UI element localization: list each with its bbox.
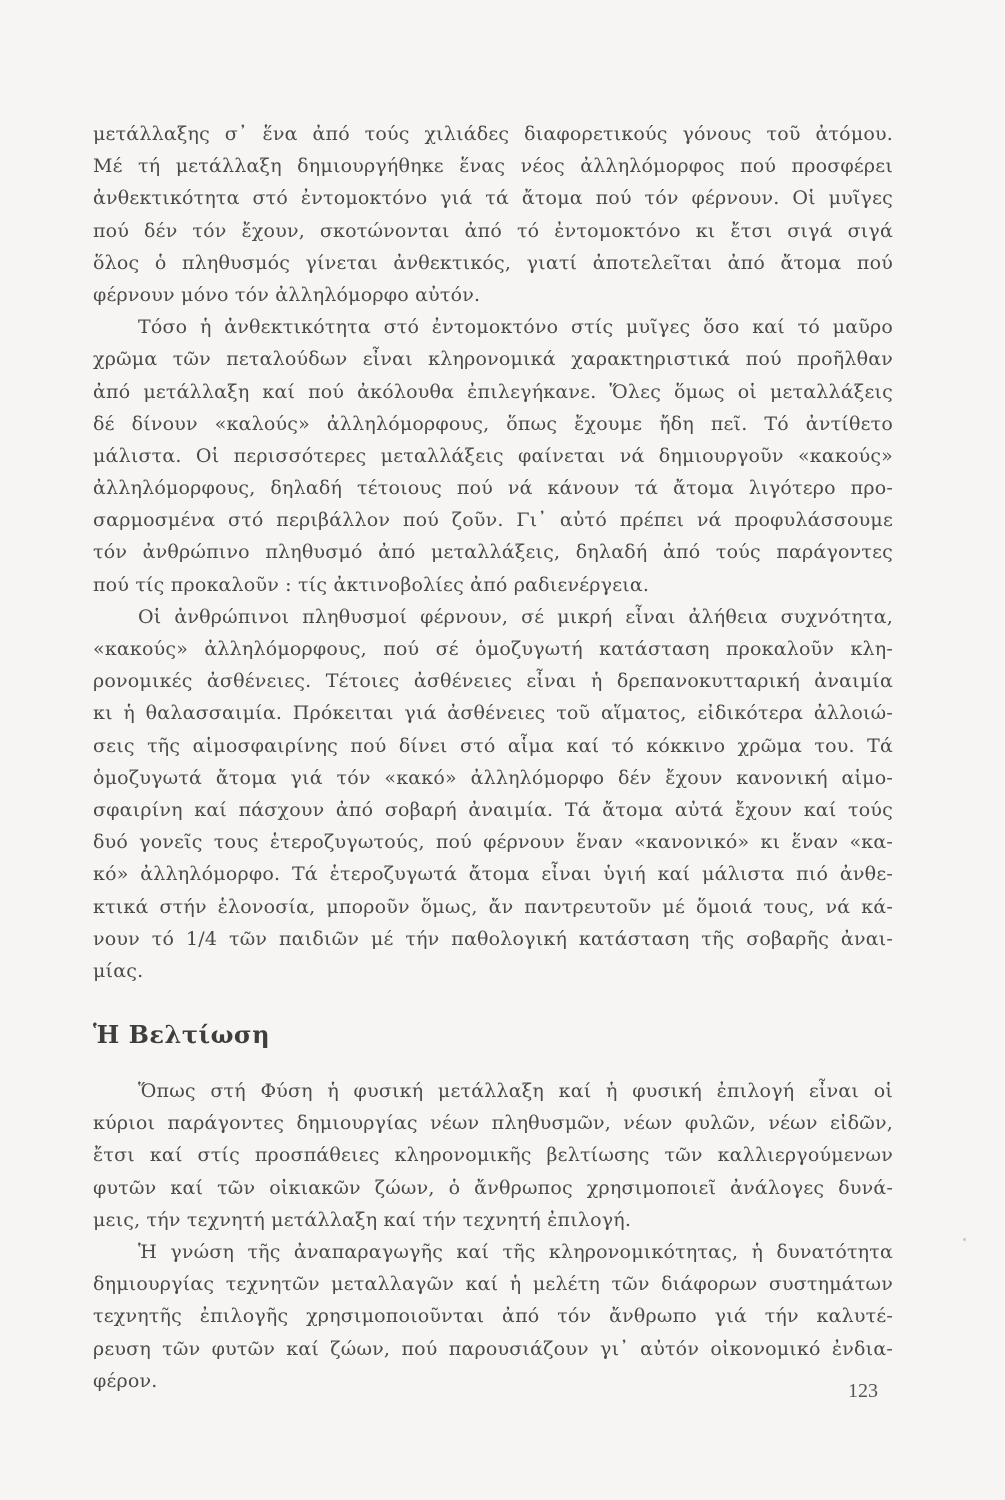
text-line: σφαιρίνη καί πάσχουν ἀπό σοβαρή ἀναιμία. Τά ἄτομα αὐτά ἔχουν καί τούς <box>93 798 893 821</box>
text-line: κι ἡ θαλασσαιμία. Πρόκειται γιά ἀσθένειες τοῦ αἵματος, εἰδικότερα ἀλλοιώ- <box>93 702 893 725</box>
paragraph <box>93 311 893 601</box>
text-line: ἀνθεκτικότητα στό ἐντομοκτόνο γιά τά ἄτομα πού τόν φέρνουν. Οἱ μυῖγες <box>93 187 893 210</box>
page-number: 123 <box>848 1380 878 1402</box>
text-line: «κακούς» ἀλληλόμορφους, πού σέ ὁμοζυγωτή κατάσταση προκαλοῦν κλη- <box>93 638 893 660</box>
text-line: μεις, τήν τεχνητή μετάλλαξη καί τήν τεχνητή ἐπιλογή. <box>93 1208 632 1231</box>
text-line: μίας. <box>93 959 144 982</box>
section-heading: Ἡ Βελτίωση <box>93 1020 271 1050</box>
text-line: κό» ἀλληλόμορφο. Τά ἑτεροζυγωτά ἄτομα εἶναι ὑγιή καί μάλιστα πιό ἀνθε- <box>93 863 893 886</box>
text-line: δέ δίνουν «καλούς» ἀλληλόμορφους, ὅπως ἔχουμε ἤδη πεῖ. Τό ἀντίθετο <box>93 412 893 435</box>
text-line: μετάλλαξης σ᾿ ἕνα ἀπό τούς χιλιάδες διαφορετικούς γόνους τοῦ ἀτόμου. <box>93 123 893 145</box>
text-line: ἀπό μετάλλαξη καί πού ἀκόλουθα ἐπιλεγήκανε. Ὅλες ὅμως οἱ μεταλλάξεις <box>93 380 893 403</box>
text-line: πού τίς προκαλοῦν : τίς ἀκτινοβολίες ἀπό ραδιενέργεια. <box>93 573 650 596</box>
section-top <box>93 118 893 987</box>
text-line: φυτῶν καί τῶν οἰκιακῶν ζώων, ὁ ἄνθρωπος χρησιμοποιεῖ ἀνάλογες δυνά- <box>93 1176 893 1199</box>
text-line: πού δέν τόν ἔχουν, σκοτώνονται ἀπό τό ἐντομοκτόνο κι ἔτσι σιγά σιγά <box>93 219 893 242</box>
section-bottom <box>93 1075 893 1397</box>
paragraph <box>93 118 893 311</box>
text-line: ρευση τῶν φυτῶν καί ζώων, πού παρουσιάζουν γι᾿ αὐτόν οἰκονομικό ἐνδια- <box>93 1337 893 1360</box>
paragraph <box>93 601 893 987</box>
text-line: φέρον. <box>93 1369 158 1392</box>
text-line: δημιουργίας τεχνητῶν μεταλλαγῶν καί ἡ μελέτη τῶν διάφορων συστημάτων <box>93 1273 893 1296</box>
text-line: ἀλληλόμορφους, δηλαδή τέτοιους πού νά κάνουν τά ἄτομα λιγότερο προ- <box>93 477 893 500</box>
text-line: σεις τῆς αἱμοσφαιρίνης πού δίνει στό αἷμα καί τό κόκκινο χρῶμα του. Τά <box>93 734 893 757</box>
text-line: κτικά στήν ἑλονοσία, μποροῦν ὅμως, ἄν παντρευτοῦν μέ ὅμοιά τους, νά κά- <box>93 895 893 918</box>
paragraph <box>93 1236 893 1397</box>
text-line: Ἡ γνώση τῆς ἀναπαραγωγῆς καί τῆς κληρονομικότητας, ἡ δυνατότητα <box>138 1241 893 1263</box>
text-line: νουν τό 1/4 τῶν παιδιῶν μέ τήν παθολογική κατάσταση τῆς σοβαρῆς ἀναι- <box>93 927 893 950</box>
text-line: τεχνητῆς ἐπιλογῆς χρησιμοποιοῦνται ἀπό τόν ἄνθρωπο γιά τήν καλυτέ- <box>93 1305 893 1328</box>
scan-speck <box>963 1238 966 1241</box>
text-line: Ὅπως στή Φύση ἡ φυσική μετάλλαξη καί ἡ φυσική ἐπιλογή εἶναι οἱ <box>138 1080 893 1103</box>
text-line: ὅλος ὁ πληθυσμός γίνεται ἀνθεκτικός, γιατί ἀποτελεῖται ἀπό ἄτομα πού <box>93 251 893 274</box>
text-line: Τόσο ἡ ἀνθεκτικότητα στό ἐντομοκτόνο στίς μυῖγες ὅσο καί τό μαῦρο <box>138 316 893 339</box>
text-line: Οἱ ἀνθρώπινοι πληθυσμοί φέρνουν, σέ μικρή εἶναι ἀλήθεια συχνότητα, <box>138 605 893 628</box>
text-line: ρονομικές ἀσθένειες. Τέτοιες ἀσθένειες εἶναι ἡ δρεπανοκυτταρική ἀναιμία <box>93 670 893 693</box>
text-line: ἔτσι καί στίς προσπάθειες κληρονομικῆς βελτίωσης τῶν καλλιεργούμενων <box>93 1144 893 1167</box>
text-line: χρῶμα τῶν πεταλούδων εἶναι κληρονομικά χαρακτηριστικά πού προῆλθαν <box>93 348 893 371</box>
text-line: κύριοι παράγοντες δημιουργίας νέων πληθυσμῶν, νέων φυλῶν, νέων εἰδῶν, <box>93 1112 893 1135</box>
text-line: δυό γονεῖς τους ἑτεροζυγωτούς, πού φέρνουν ἕναν «κανονικό» κι ἕναν «κα- <box>93 831 893 854</box>
text-line: φέρνουν μόνο τόν ἀλληλόμορφο αὐτόν. <box>93 283 481 306</box>
text-line: μάλιστα. Οἱ περισσότερες μεταλλάξεις φαίνεται νά δημιουργοῦν «κακούς» <box>93 444 893 467</box>
text-line: τόν ἀνθρώπινο πληθυσμό ἀπό μεταλλάξεις, δηλαδή ἀπό τούς παράγοντες <box>93 541 893 564</box>
text-line: σαρμοσμένα στό περιβάλλον πού ζοῦν. Γι᾿ αὐτό πρέπει νά προφυλάσσουμε <box>93 509 893 532</box>
page-body <box>93 118 893 1397</box>
text-line: ὁμοζυγωτά ἄτομα γιά τόν «κακό» ἀλληλόμορφο δέν ἔχουν κανονική αἱμο- <box>93 766 893 789</box>
paragraph <box>93 1075 893 1236</box>
text-line: Μέ τή μετάλλαξη δημιουργήθηκε ἕνας νέος ἀλληλόμορφος πού προσφέρει <box>93 155 893 178</box>
